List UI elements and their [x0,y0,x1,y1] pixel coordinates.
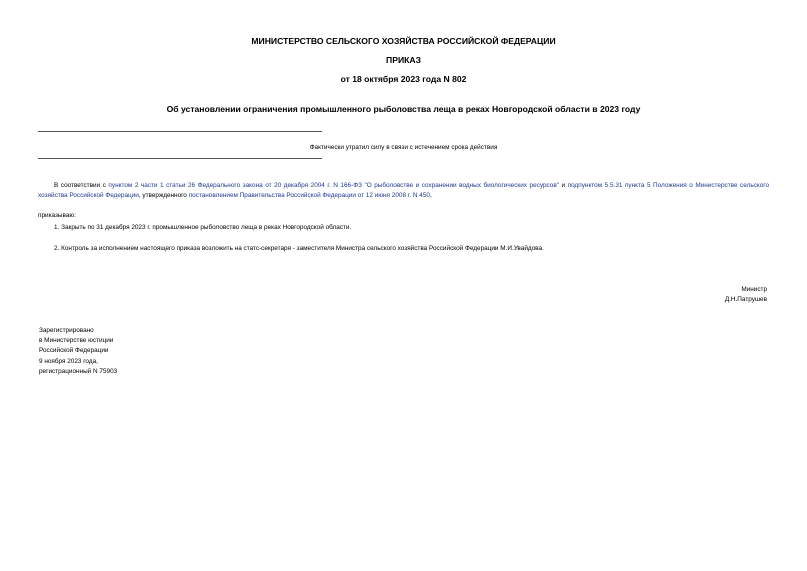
divider-top [38,131,322,132]
registration-line: 9 ноября 2023 года, [39,357,98,365]
divider-bottom [38,158,322,159]
registration-block [39,326,117,377]
preamble-paragraph [38,181,769,200]
law-link[interactable]: пунктом 2 части 1 статьи 26 Федерального закона от 20 декабря 2004 г. N 166-ФЗ "О рыболовстве и сохранении водных биологических ресурсов" [108,182,559,189]
order-item-2: 2. Контроль за исполнением настоящего приказа возложить на статс-секретаря - заместителя Министра сельского хозяйства Российской Федерации М.И.Увайдова. [54,245,544,252]
registration-line: Зарегистрировано [39,327,94,334]
document-type: ПРИКАЗ [386,55,421,65]
document-date-number: от 18 октября 2023 года N 802 [340,74,467,84]
regulation-link[interactable]: подпунктом 5.5.31 пункта 5 Положения о Министерстве сельского хозяйства Российской Федерации [38,182,770,199]
government-decree-link[interactable]: постановлением Правительства Российской Федерации от 12 июня 2008 г. N 450 [188,191,430,199]
status-note: Фактически утратил силу в связи с истечением срока действия [309,144,498,151]
order-word: приказываю: [38,212,76,219]
preamble-text-1: В соответствии с [54,182,109,189]
preamble-text-2: и [559,182,568,189]
preamble-text-4: , [429,191,432,199]
preamble-text-3: , утвержденного [138,191,189,199]
signature-position: Министр [741,286,767,293]
document-title: Об установлении ограничения промышленного рыболовства леща в реках Новгородской области в 2023 году [166,104,641,114]
signature-name: Д.Н.Патрушев [724,296,767,303]
registration-line: в Министерстве юстиции [39,337,114,345]
ministry-heading: МИНИСТЕРСТВО СЕЛЬСКОГО ХОЗЯЙСТВА РОССИЙСКОЙ ФЕДЕРАЦИИ [251,36,556,46]
registration-line: регистрационный N 75903 [39,367,118,375]
registration-line: Российской Федерации [39,347,109,355]
order-item-1: 1. Закрыть по 31 декабря 2023 г. промышленное рыболовство леща в реках Новгородской области. [54,224,352,231]
